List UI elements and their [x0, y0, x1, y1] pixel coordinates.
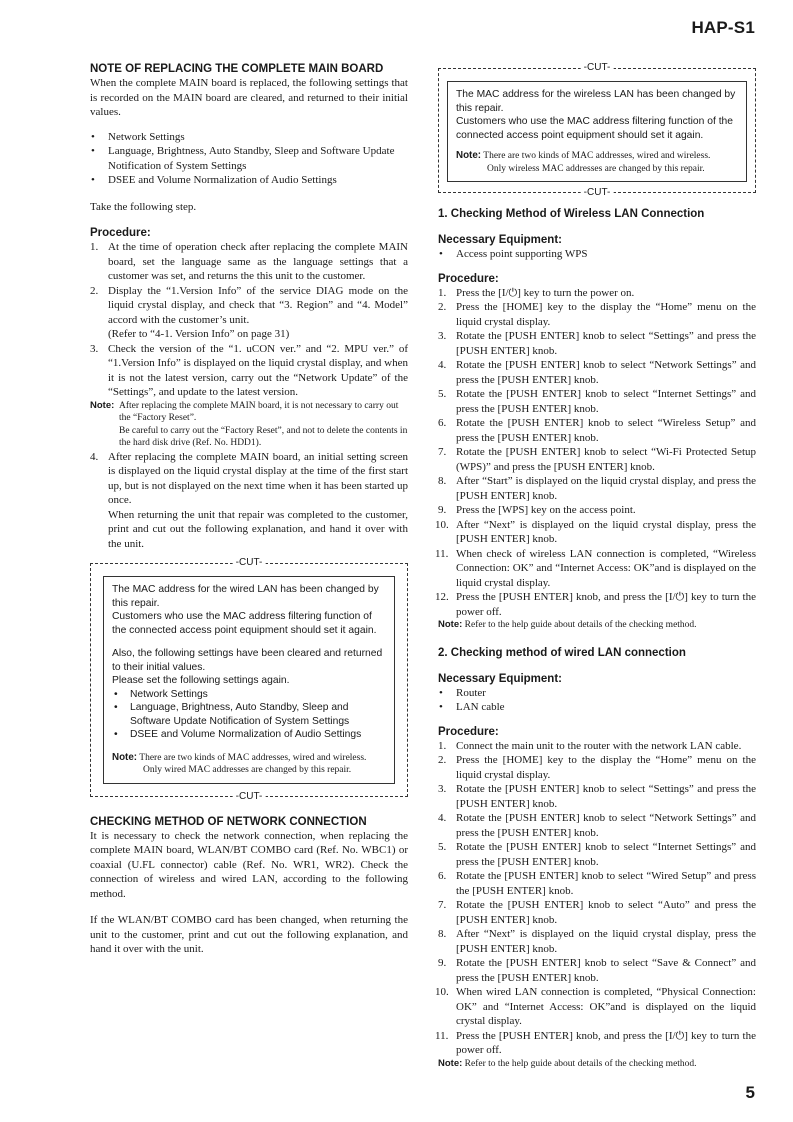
list-item: • Language, Brightness, Auto Standby, Sleep and Software Update Notification of System Settings [90, 144, 408, 173]
factory-reset-note: Note: After replacing the complete MAIN board, it is not necessary to carry out the “Factory Reset”. Be careful to carry out the “Factory Reset”, and not to delete the contents in the hard disk drive (Ref. No. HDD1). [90, 399, 408, 448]
list-item: • DSEE and Volume Normalization of Audio Settings [112, 728, 386, 742]
notice-text: Customers who use the MAC address filtering function of the connected access point equipment should set it again. [112, 611, 377, 636]
cut-label: -CUT- [233, 557, 266, 569]
list-item: 8. After “Start” is displayed on the liquid crystal display, and press the [PUSH ENTER] knob. [438, 475, 756, 502]
wireless-procedure-list [435, 286, 756, 620]
list-item: 1. Press the [I/⏻] key to turn the power on. [438, 286, 635, 299]
network-check-intro: It is necessary to check the network connection, when replacing the complete MAIN board, WLAN/BT COMBO card (Ref. No. WBC1) or coaxial (U.FL connector) cable (Ref. No. WR1, WR2). Check the connection of wireless and wired LAN, according to the following method. [90, 829, 408, 900]
list-item: 7. Rotate the [PUSH ENTER] knob to select “Wi-Fi Protected Setup (WPS)” and press the [PUSH ENTER] knob. [438, 446, 756, 473]
equipment-list [438, 247, 756, 262]
list-item: 3. Check the version of the “1. uCON ver.” and “2. MPU ver.” of “1.Version Info” is displayed on the liquid crystal display, and when it is not the latest version, carry out the “Network Update” of the “Settings”, and update to the latest version. [90, 342, 408, 398]
list-item: 6. Rotate the [PUSH ENTER] knob to select “Wireless Setup” and press the [PUSH ENTER] knob. [438, 417, 756, 444]
left-column [90, 62, 408, 957]
wired-check-title: 2. Checking method of wired LAN connection [438, 646, 686, 659]
mac-note: Note: There are two kinds of MAC addresses, wired and wireless. Only wired MAC addresses are changed by this repair. [112, 751, 367, 775]
reference-text: (Refer to “4-1. Version Info” on page 31) [108, 328, 290, 340]
equipment-title: Necessary Equipment: [438, 234, 562, 246]
take-step-text: Take the following step. [90, 200, 197, 213]
notice-text: Please set the following settings again. [112, 675, 290, 686]
wired-procedure-list [435, 739, 756, 1058]
notice-text: The MAC address for the wireless LAN has been changed by this repair. [456, 89, 736, 114]
procedure-title: Procedure: [90, 227, 151, 239]
reset-settings-list [112, 688, 386, 742]
network-check-card-note: If the WLAN/BT COMBO card has been changed, when returning the unit to the customer, print and cut out the following explanation, and hand it over with the unit. [90, 914, 408, 955]
replace-board-title: NOTE OF REPLACING THE COMPLETE MAIN BOARD [90, 63, 384, 75]
network-check-title: CHECKING METHOD OF NETWORK CONNECTION [90, 815, 367, 828]
list-item: 1. At the time of operation check after replacing the complete MAIN board, set the language same as the language settings that a customer was set, and returns the this unit to the customer. [90, 241, 408, 282]
list-item: • Network Settings [112, 688, 386, 702]
list-item: • Access point supporting WPS [438, 247, 756, 262]
list-item: 12. Press the [PUSH ENTER] knob, and press the [I/⏻] key to turn the power off. [435, 591, 756, 618]
list-item: 3. Rotate the [PUSH ENTER] knob to select “Settings” and press the [PUSH ENTER] knob. [438, 783, 756, 810]
list-item: • Router [438, 686, 756, 701]
list-item: 4. Rotate the [PUSH ENTER] knob to select “Network Settings” and press the [PUSH ENTER] knob. [438, 359, 756, 386]
wired-mac-notice [103, 576, 395, 784]
list-item: • Network Settings [90, 130, 408, 145]
list-item: 4. After replacing the complete MAIN board, an initial setting screen is displayed on the liquid crystal display at the time of the first start up, but is not displayed on the next time when it has been started up once. When returning the unit that repair was completed to the customer, print and cut out the following explanation, and hand it over with the unit. [90, 450, 408, 550]
list-item: 2. Display the “1.Version Info” of the service DIAG mode on the liquid crystal display, and check that “3. Region” and “4. Model” accord with the customer’s unit. (Refer to “4-1. Version Info” on page 31) [90, 284, 408, 340]
wired-help-note: Note: Refer to the help guide about details of the checking method. [438, 1057, 697, 1069]
wireless-help-note: Note: Refer to the help guide about details of the checking method. [438, 619, 697, 630]
equipment-list [438, 686, 756, 715]
list-item: • LAN cable [438, 700, 756, 715]
list-item: 2. Press the [HOME] key to the display the “Home” menu on the liquid crystal display. [438, 301, 756, 328]
notice-text: Customers who use the MAC address filtering function of the connected access point equipment should set it again. [456, 116, 734, 141]
mac-note: Note: There are two kinds of MAC addresses, wired and wireless. Only wireless MAC addresses are changed by this repair. [456, 150, 711, 174]
replace-intro: When the complete MAIN board is replaced, the following settings that is recorded on the MAIN board are cleared, and returned to their initial values. [90, 77, 408, 118]
list-item: 2. Press the [HOME] key to the display the “Home” menu on the liquid crystal display. [438, 754, 756, 781]
list-item: 10. After “Next” is displayed on the liquid crystal display, press the [PUSH ENTER] knob. [435, 518, 756, 545]
cleared-settings-list [90, 130, 408, 188]
list-item: 4. Rotate the [PUSH ENTER] knob to select “Network Settings” and press the [PUSH ENTER] knob. [438, 812, 756, 839]
cut-label: -CUT- [581, 62, 614, 74]
list-item: 9. Rotate the [PUSH ENTER] knob to select “Save & Connect” and press the [PUSH ENTER] knob. [438, 957, 756, 984]
list-item: 3. Rotate the [PUSH ENTER] knob to select “Settings” and press the [PUSH ENTER] knob. [438, 330, 756, 357]
procedure-list [90, 240, 408, 400]
page-number: 5 [745, 1083, 755, 1102]
list-item: 5. Rotate the [PUSH ENTER] knob to select “Internet Settings” and press the [PUSH ENTER] knob. [438, 841, 756, 868]
list-item: 11. Press the [PUSH ENTER] knob, and press the [I/⏻] key to turn the power off. [435, 1029, 756, 1056]
list-item: 1. Connect the main unit to the router with the network LAN cable. [438, 739, 742, 752]
list-item: 11. When check of wireless LAN connection is completed, “Wireless Connection: OK” and “Internet Access: OK”and is displayed on the liquid crystal display. [435, 547, 756, 589]
list-item: 9. Press the [WPS] key on the access point. [438, 504, 636, 516]
cut-label: -CUT- [581, 187, 614, 199]
cut-label: -CUT- [233, 791, 266, 803]
list-item: 6. Rotate the [PUSH ENTER] knob to select “Wired Setup” and press the [PUSH ENTER] knob. [438, 870, 756, 897]
wireless-check-title: 1. Checking Method of Wireless LAN Connection [438, 208, 705, 220]
list-item: • Language, Brightness, Auto Standby, Sleep and Software Update Notification of System Settings [112, 701, 386, 728]
list-item: • DSEE and Volume Normalization of Audio Settings [90, 173, 408, 188]
list-item: 8. After “Next” is displayed on the liquid crystal display, press the [PUSH ENTER] knob. [438, 928, 756, 955]
equipment-title: Necessary Equipment: [438, 672, 562, 685]
list-item: 7. Rotate the [PUSH ENTER] knob to select “Auto” and press the [PUSH ENTER] knob. [438, 899, 756, 926]
list-item: 5. Rotate the [PUSH ENTER] knob to select “Internet Settings” and press the [PUSH ENTER] knob. [438, 388, 756, 415]
wired-cut-out [90, 557, 408, 802]
wireless-mac-notice [447, 81, 747, 182]
list-item: 10. When wired LAN connection is completed, “Physical Connection: OK” and “Internet Access: OK”and is displayed on the liquid crystal display. [435, 986, 756, 1027]
procedure-list-cont [90, 450, 408, 552]
model-name: HAP-S1 [691, 18, 755, 37]
procedure-title: Procedure: [438, 725, 499, 738]
right-column [435, 62, 756, 1070]
procedure-title: Procedure: [438, 272, 499, 285]
notice-text: The MAC address for the wired LAN has been changed by this repair. [112, 584, 379, 609]
notice-text: Also, the following settings have been cleared and returned to their initial values. [112, 648, 383, 673]
wireless-cut-out [438, 62, 756, 198]
